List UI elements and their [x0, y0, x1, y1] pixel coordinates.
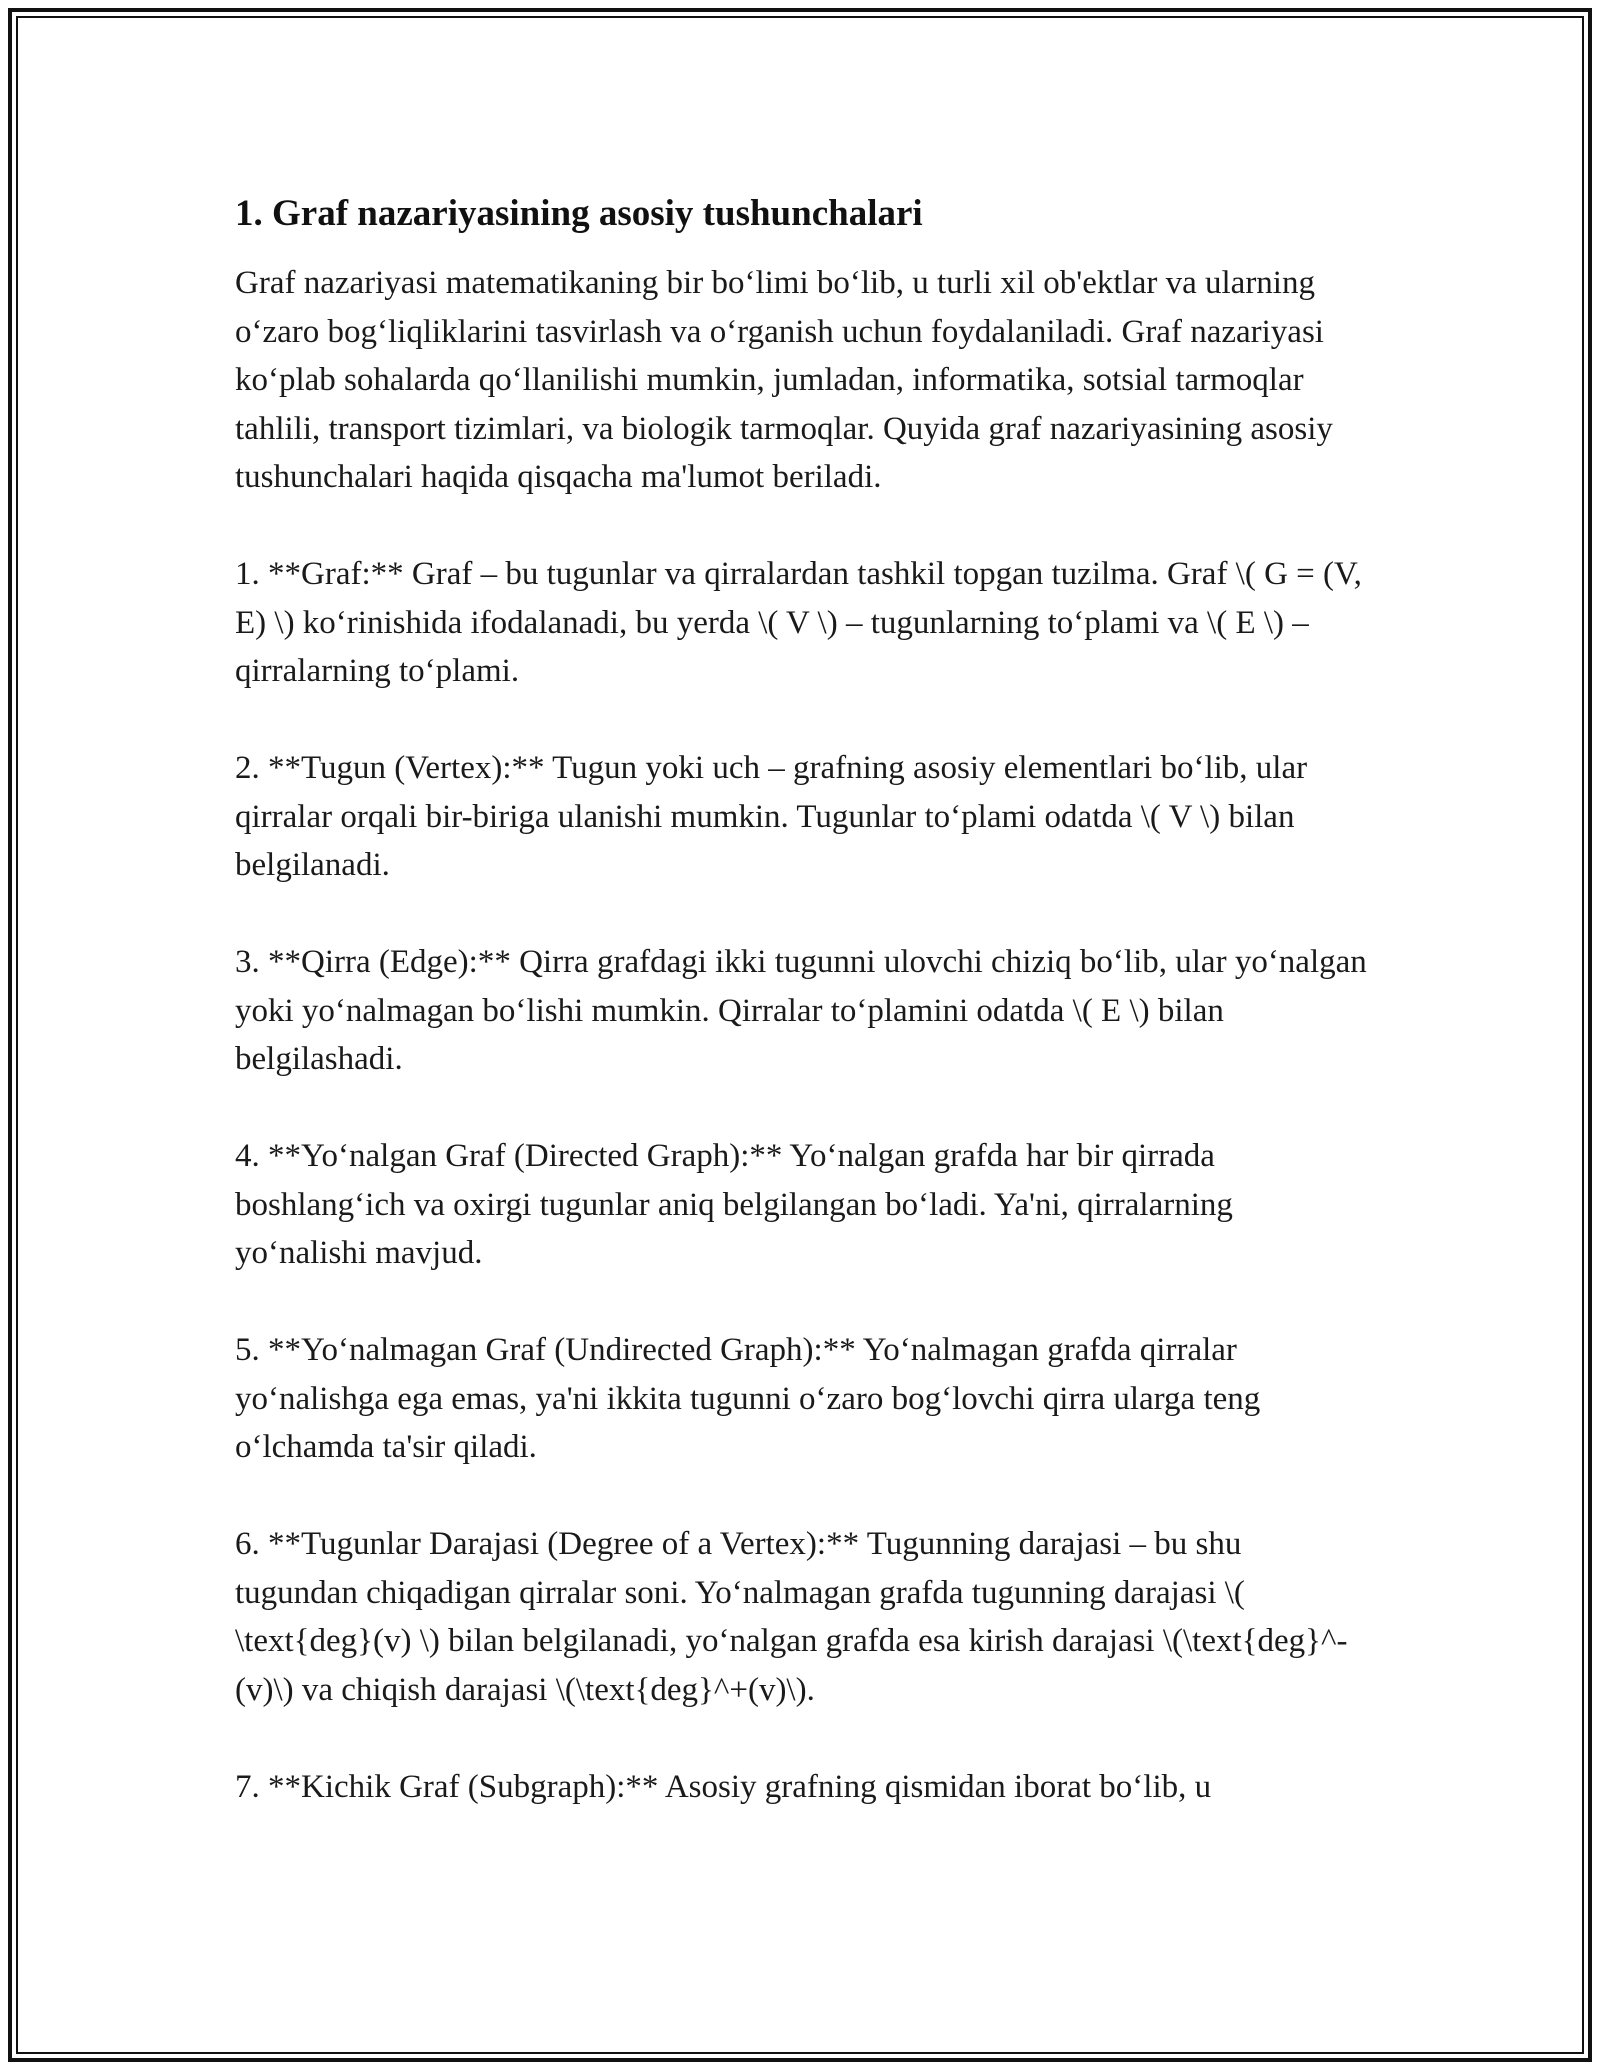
list-item-kichik-graf: 7. **Kichik Graf (Subgraph):** Asosiy grafning qismidan iborat bo‘lib, u — [235, 1768, 1212, 1805]
list-item-yonalmagan-graf: 5. **Yo‘nalmagan Graf (Undirected Graph):** Yo‘nalmagan grafda qirralar yo‘nalishga ega emas, ya'ni ikkita tugunni o‘zaro bog‘lovchi qirra ularga teng o‘lchamda ta'sir qiladi. — [235, 1332, 1269, 1465]
list-item-yonalgan-graf: 4. **Yo‘nalgan Graf (Directed Graph):** Yo‘nalgan grafda har bir qirrada boshlang‘ich va oxirgi tugunlar aniq belgilangan bo‘ladi. Ya'ni, qirralarning yo‘nalishi mavjud. — [235, 1138, 1242, 1271]
page-title: 1. Graf nazariyasining asosiy tushunchalari — [235, 193, 923, 234]
list-item-tugunlar-darajasi: 6. **Tugunlar Darajasi (Degree of a Vertex):** Tugunning darajasi – bu shu tugundan chiqadigan qirralar soni. Yo‘nalmagan grafda tugunning darajasi \( \text{deg}(v) \) bilan belgilanadi, yo‘nalgan grafda esa kirish darajasi \(\text{deg}^-(v)\) va chiqish darajasi \(\text{deg}^+(v)\). — [235, 1526, 1348, 1708]
intro-paragraph: Graf nazariyasi matematikaning bir bo‘limi bo‘lib, u turli xil ob'ektlar va ularning o‘zaro bog‘liqliklarini tasvirlash va o‘rganish uchun foydalaniladi. Graf nazariyasi ko‘plab sohalarda qo‘llanilishi mumkin, jumladan, informatika, sotsial tarmoqlar tahlili, transport tizimlari, va biologik tarmoqlar. Quyida graf nazariyasining asosiy tushunchalari haqida qisqacha ma'lumot beriladi. — [235, 265, 1342, 495]
document-body — [235, 185, 1376, 1811]
list-item-tugun: 2. **Tugun (Vertex):** Tugun yoki uch – grafning asosiy elementlari bo‘lib, ular qirralar orqali bir-biriga ulanishi mumkin. Tugunlar to‘plami odatda \( V \) bilan belgilanadi. — [235, 750, 1316, 883]
list-item-graf: 1. **Graf:** Graf – bu tugunlar va qirralardan tashkil topgan tuzilma. Graf \( G = (V, E) \) ko‘rinishida ifodalanadi, bu yerda \( V \) – tugunlarning to‘plami va \( E \) – qirralarning to‘plami. — [235, 556, 1371, 689]
list-item-qirra: 3. **Qirra (Edge):** Qirra grafdagi ikki tugunni ulovchi chiziq bo‘lib, ular yo‘nalgan yoki yo‘nalmagan bo‘lishi mumkin. Qirralar to‘plamini odatda \( E \) bilan belgilashadi. — [235, 944, 1376, 1077]
